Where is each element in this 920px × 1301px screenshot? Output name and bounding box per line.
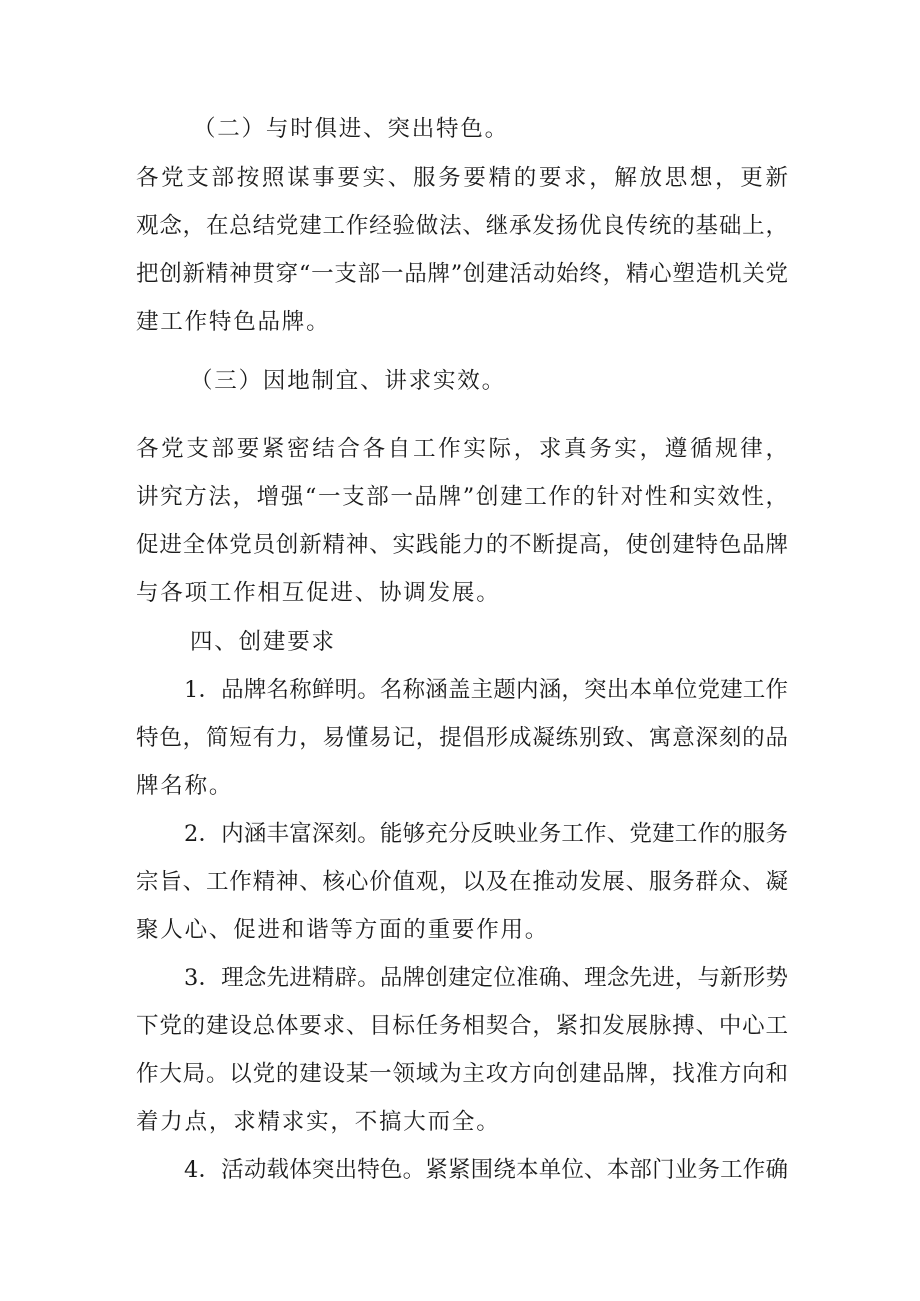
paragraph-line: 宗旨、工作精神、核心价值观，以及在推动发展、服务群众、凝 [136,869,788,895]
paragraph-line: 4．活动载体突出特色。紧紧围绕本单位、本部门业务工作确 [184,1157,788,1183]
paragraph-line: 把创新精神贯穿“一支部一品牌”创建活动始终，精心塑造机关党 [136,261,788,287]
paragraph-line: 促进全体党员创新精神、实践能力的不断提高，使创建特色品牌 [136,532,788,558]
section-heading: 四、创建要求 [190,629,336,655]
paragraph-line: 1．品牌名称鲜明。名称涵盖主题内涵，突出本单位党建工作 [184,677,788,703]
paragraph-line: 聚人心、促进和谐等方面的重要作用。 [136,917,550,943]
paragraph-line: 观念，在总结党建工作经验做法、继承发扬优良传统的基础上， [136,213,788,239]
paragraph-line: 作大局。以党的建设某一领域为主攻方向创建品牌，找准方向和 [136,1061,788,1087]
paragraph-line: 讲究方法，增强“一支部一品牌”创建工作的针对性和实效性， [136,484,788,510]
paragraph-line: 建工作特色品牌。 [136,309,331,335]
paragraph-line: 2．内涵丰富深刻。能够充分反映业务工作、党建工作的服务 [184,821,788,847]
paragraph-line: 各党支部按照谋事要实、服务要精的要求，解放思想，更新 [136,165,788,191]
paragraph-line: 3．理念先进精辟。品牌创建定位准确、理念先进，与新形势 [184,965,788,991]
paragraph-line: 着力点，求精求实，不搞大而全。 [136,1109,501,1135]
paragraph-line: 下党的建设总体要求、目标任务相契合，紧扣发展脉搏、中心工 [136,1013,788,1039]
paragraph-line: 牌名称。 [136,773,234,799]
paragraph-line: 各党支部要紧密结合各自工作实际，求真务实，遵循规律， [136,436,788,462]
subheading-3: （三）因地制宜、讲求实效。 [190,368,506,394]
paragraph-line: 特色，简短有力，易懂易记，提倡形成凝练别致、寓意深刻的品 [136,725,788,751]
paragraph-line: 与各项工作相互促进、协调发展。 [136,580,501,606]
subheading-2: （二）与时俱进、突出特色。 [193,116,509,142]
